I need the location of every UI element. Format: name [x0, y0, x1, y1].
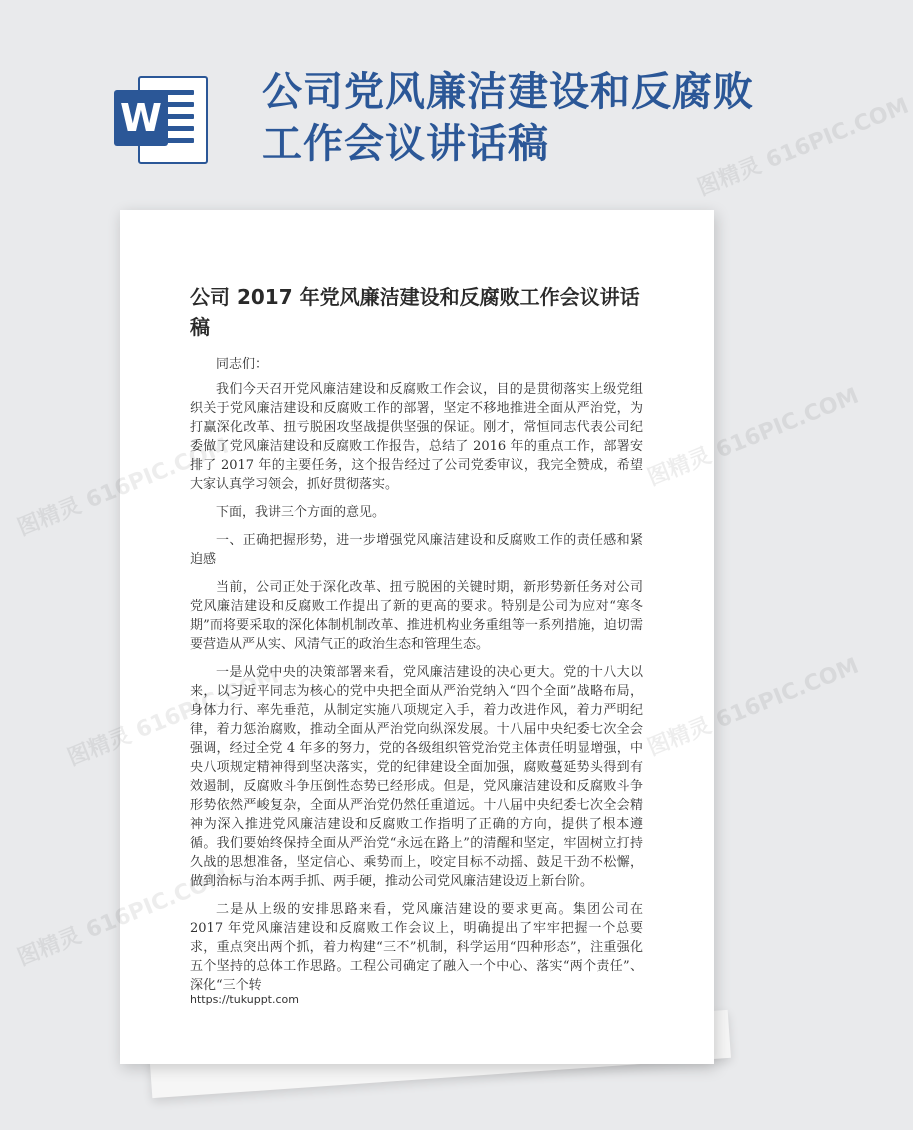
watermark: 图精灵 [64, 723, 135, 772]
word-letter: W [114, 90, 168, 146]
watermark: 图精灵 616PIC.COM [644, 653, 863, 762]
watermark: 图精灵 616PIC.COM [694, 93, 913, 202]
document-title: 公司 2017 年党风廉洁建设和反腐败工作会议讲话稿 [190, 285, 640, 339]
paragraph: 二是从上级的安排思路来看，党风廉洁建设的要求更高。集团公司在 2017 年党风廉洁建设和反腐败工作会议上，明确提出了牢牢把握一个总要求，重点突出两个抓，着力构建“三不”机制，科学运用“四种形态”，注重强化五个坚持的总体工作思路。工程公司确定了融入一个中心、落实“两个责任”、深化“三个转 [190, 902, 643, 993]
watermark: 图精灵 [14, 493, 85, 542]
paragraph: 当前，公司正处于深化改革、扭亏脱困的关键时期，新形势新任务对公司党风廉洁建设和反腐败工作提出了新的更高的要求。特别是公司为应对“寒冬期”而将要采取的深化体制机制改革、推进机构业务重组等一系列措施，迫切需要营造从严从实、风清气正的政治生态和管理生态。 [190, 580, 643, 652]
salutation: 同志们： [216, 357, 269, 372]
paragraph: 下面，我讲三个方面的意见。 [216, 505, 386, 520]
footer-url[interactable]: https://tukuppt.com [190, 993, 299, 1006]
header-banner [0, 0, 800, 210]
section-heading: 一、正确把握形势，进一步增强党风廉洁建设和反腐败工作的责任感和紧迫感 [190, 533, 643, 567]
word-doc-icon [108, 68, 208, 164]
page-title: 公司党风廉洁建设和反腐败工作会议讲话稿 [262, 69, 754, 167]
document-body [190, 355, 643, 1004]
paragraph: 一是从党中央的决策部署来看，党风廉洁建设的决心更大。党的十八大以来，以习近平同志为核心的党中央把全面从严治党纳入“四个全面”战略布局，身体力行、率先垂范，从制定实施八项规定入手，着力改进作风，着力严明纪律，着力惩治腐败，推动全面从严治党向纵深发展。十八届中央纪委七次全会强调，经过全党 4 年多的努力，党的各级组织管党治党主体责任明显增强，中央八项规定精神得到坚决落实，党的纪律建设全面加强，腐败蔓延势头得到有效遏制，反腐败斗争压倒性态势已经形成。但是，党风廉洁建设和反腐败斗争形势依然严峻复杂，全面从严治党仍然任重道远。十八届中央纪委七次全会精神为深入推进党风廉洁建设和反腐败工作指明了正确的方向，提供了根本遵循。我们要始终保持全面从严治党“永远在路上”的清醒和坚定，牢固树立打持久战的思想准备，坚定信心、乘势而上，咬定目标不动摇、鼓足干劲不松懈，做到治标与治本两手抓、两手硬，推动公司党风廉洁建设迈上新台阶。 [190, 665, 643, 889]
watermark: 图精灵 616PIC.COM [644, 383, 863, 492]
watermark: 图精灵 [14, 923, 85, 972]
paragraph: 我们今天召开党风廉洁建设和反腐败工作会议，目的是贯彻落实上级党组织关于党风廉洁建设和反腐败工作的部署，坚定不移地推进全面从严治党，为打赢深化改革、扭亏脱困攻坚战提供坚强的保证。刚才，常恒同志代表公司纪委做了党风廉洁建设和反腐败工作报告，总结了 2016 年的重点工作，部署安排了 2017 年的主要任务，这个报告经过了公司党委审议，我完全赞成，希望大家认真学习领会，抓好贯彻落实。 [190, 382, 643, 492]
